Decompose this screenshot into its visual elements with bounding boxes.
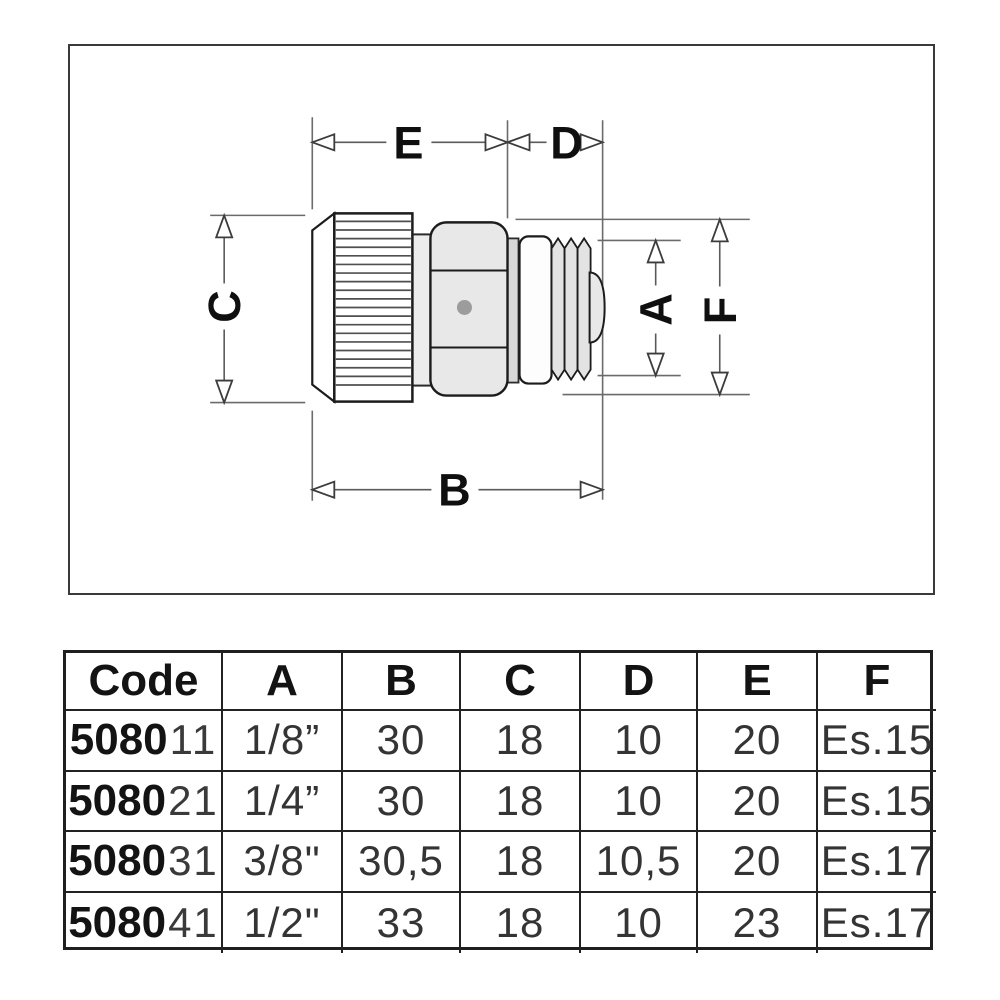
valve-thread [552, 238, 591, 379]
col-header-b: B [343, 653, 461, 711]
col-header-e: E [698, 653, 818, 711]
valve-ring [508, 238, 519, 382]
cell-c: 18 [461, 772, 581, 833]
valve-collar [520, 236, 552, 383]
cell-a: 1/2" [223, 893, 343, 954]
code-prefix: 5080 [68, 897, 167, 947]
code-prefix: 5080 [68, 775, 167, 825]
code-suffix: 21 [168, 776, 219, 824]
cell-a: 1/4” [223, 772, 343, 833]
code-suffix: 41 [168, 898, 219, 946]
cell-e: 20 [698, 772, 818, 833]
cell-e: 20 [698, 711, 818, 772]
dim-label-c: C [199, 290, 251, 323]
cell-f: Es.17 [820, 898, 934, 946]
dim-label-b: B [438, 464, 471, 516]
cell-a: 3/8" [223, 832, 343, 893]
cell-c: 18 [461, 893, 581, 954]
valve-end-cap [312, 213, 334, 401]
dim-label-a: A [630, 293, 682, 326]
code-suffix: 11 [169, 716, 218, 764]
col-header-d: D [581, 653, 698, 711]
dimension-drawing-frame [68, 44, 935, 595]
cell-d: 10 [581, 711, 698, 772]
code-prefix: 5080 [68, 836, 167, 886]
valve-drawing [70, 46, 933, 593]
cell-e: 20 [698, 832, 818, 893]
dim-label-f: F [694, 296, 746, 325]
cell-f: Es.15 [818, 711, 936, 772]
code-prefix: 5080 [69, 715, 168, 765]
cell-b: 30 [343, 772, 461, 833]
dim-label-e: E [393, 117, 424, 169]
cell-c: 18 [461, 711, 581, 772]
cell-code [66, 893, 223, 954]
cell-c: 18 [461, 832, 581, 893]
cell-f: Es.17 [818, 832, 936, 893]
code-suffix: 31 [168, 837, 219, 885]
cell-d: 10 [581, 772, 698, 833]
col-header-c: C [461, 653, 581, 711]
hex-vent-hole [457, 300, 472, 315]
col-header-code: Code [66, 653, 223, 711]
dimensions-table [63, 650, 933, 950]
col-header-a: A [223, 653, 343, 711]
cell-d: 10 [581, 893, 698, 954]
cell-code [66, 772, 223, 833]
cell-b: 33 [343, 893, 461, 954]
valve-neck [410, 234, 432, 385]
cell-a: 1/8” [223, 711, 343, 772]
cell-e: 23 [698, 893, 818, 954]
cell-code [66, 711, 223, 772]
cell-f: Es.15 [818, 772, 936, 833]
col-header-f: F [818, 653, 936, 711]
cell-b: 30 [343, 711, 461, 772]
valve-body [312, 213, 604, 401]
cell-d: 10,5 [581, 832, 698, 893]
valve-tip [590, 272, 605, 342]
cell-code [66, 832, 223, 893]
dim-label-d: D [550, 117, 583, 169]
cell-b: 30,5 [343, 832, 461, 893]
